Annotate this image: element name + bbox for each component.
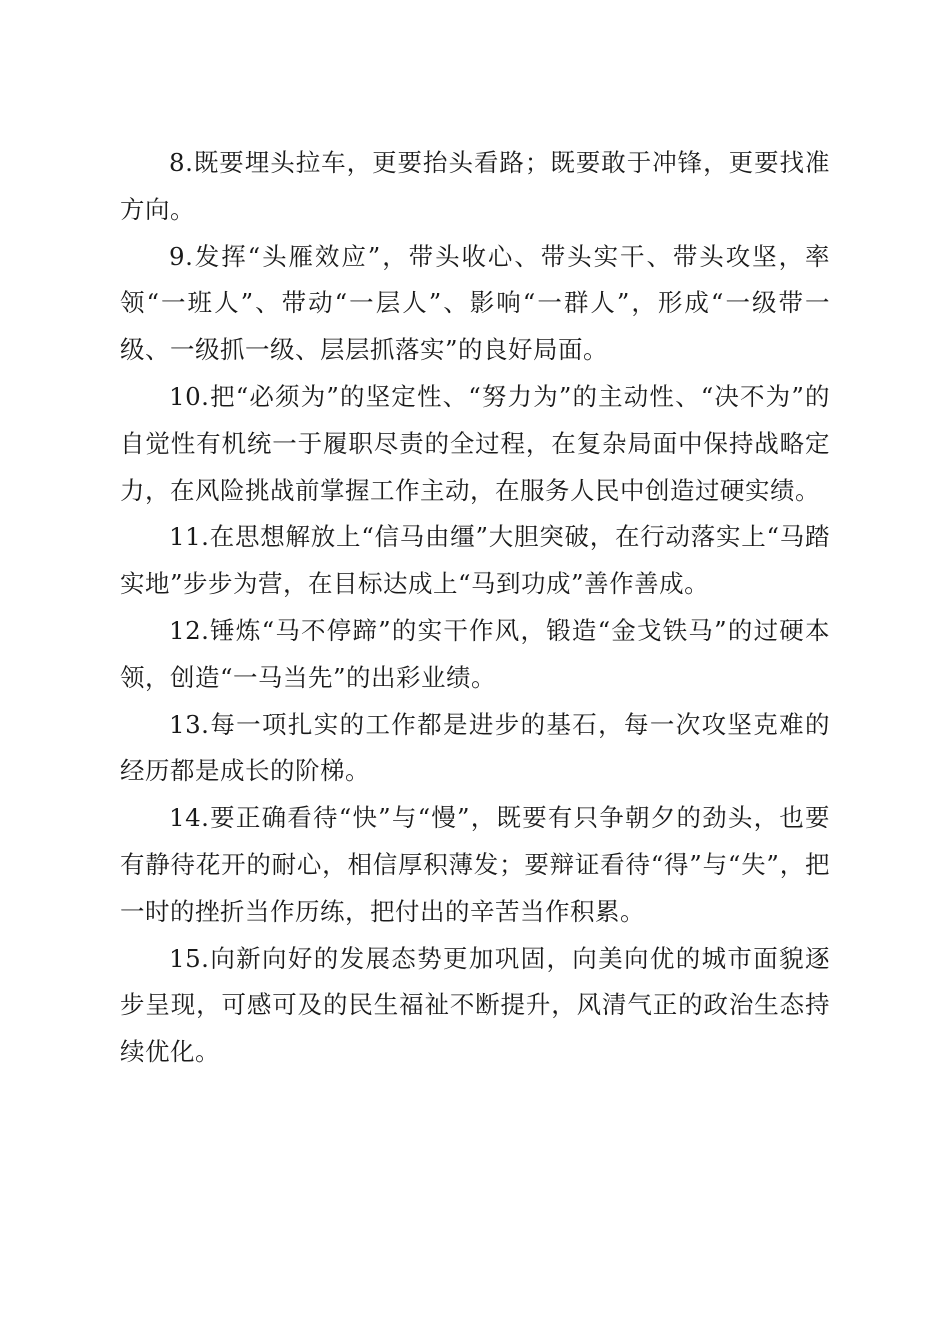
- paragraph-15: 15.向新向好的发展态势更加巩固，向美向优的城市面貌逐步呈现，可感可及的民生福祉不断提升，风清气正的政治生态持续优化。: [120, 943, 830, 1067]
- paragraph-9: 9.发挥“头雁效应”，带头收心、带头实干、带头攻坚，率领“一班人”、带动“一层人”、影响“一群人”，形成“一级带一级、一级抓一级、层层抓落实”的良好局面。: [120, 241, 830, 365]
- document-body: [120, 140, 830, 1076]
- paragraph-13: 13.每一项扎实的工作都是进步的基石，每一次攻坚克难的经历都是成长的阶梯。: [120, 709, 830, 786]
- paragraph-12: 12.锤炼“马不停蹄”的实干作风，锻造“金戈铁马”的过硬本领，创造“一马当先”的出彩业绩。: [120, 615, 830, 692]
- paragraph-10: 10.把“必须为”的坚定性、“努力为”的主动性、“决不为”的自觉性有机统一于履职尽责的全过程，在复杂局面中保持战略定力，在风险挑战前掌握工作主动，在服务人民中创造过硬实绩。: [120, 381, 830, 505]
- paragraph-11: 11.在思想解放上“信马由缰”大胆突破，在行动落实上“马踏实地”步步为营，在目标达成上“马到功成”善作善成。: [120, 522, 830, 599]
- paragraph-14: 14.要正确看待“快”与“慢”，既要有只争朝夕的劲头，也要有静待花开的耐心，相信厚积薄发；要辩证看待“得”与“失”，把一时的挫折当作历练，把付出的辛苦当作积累。: [120, 803, 830, 926]
- paragraph-8: 8.既要埋头拉车，更要抬头看路；既要敢于冲锋，更要找准方向。: [120, 148, 830, 224]
